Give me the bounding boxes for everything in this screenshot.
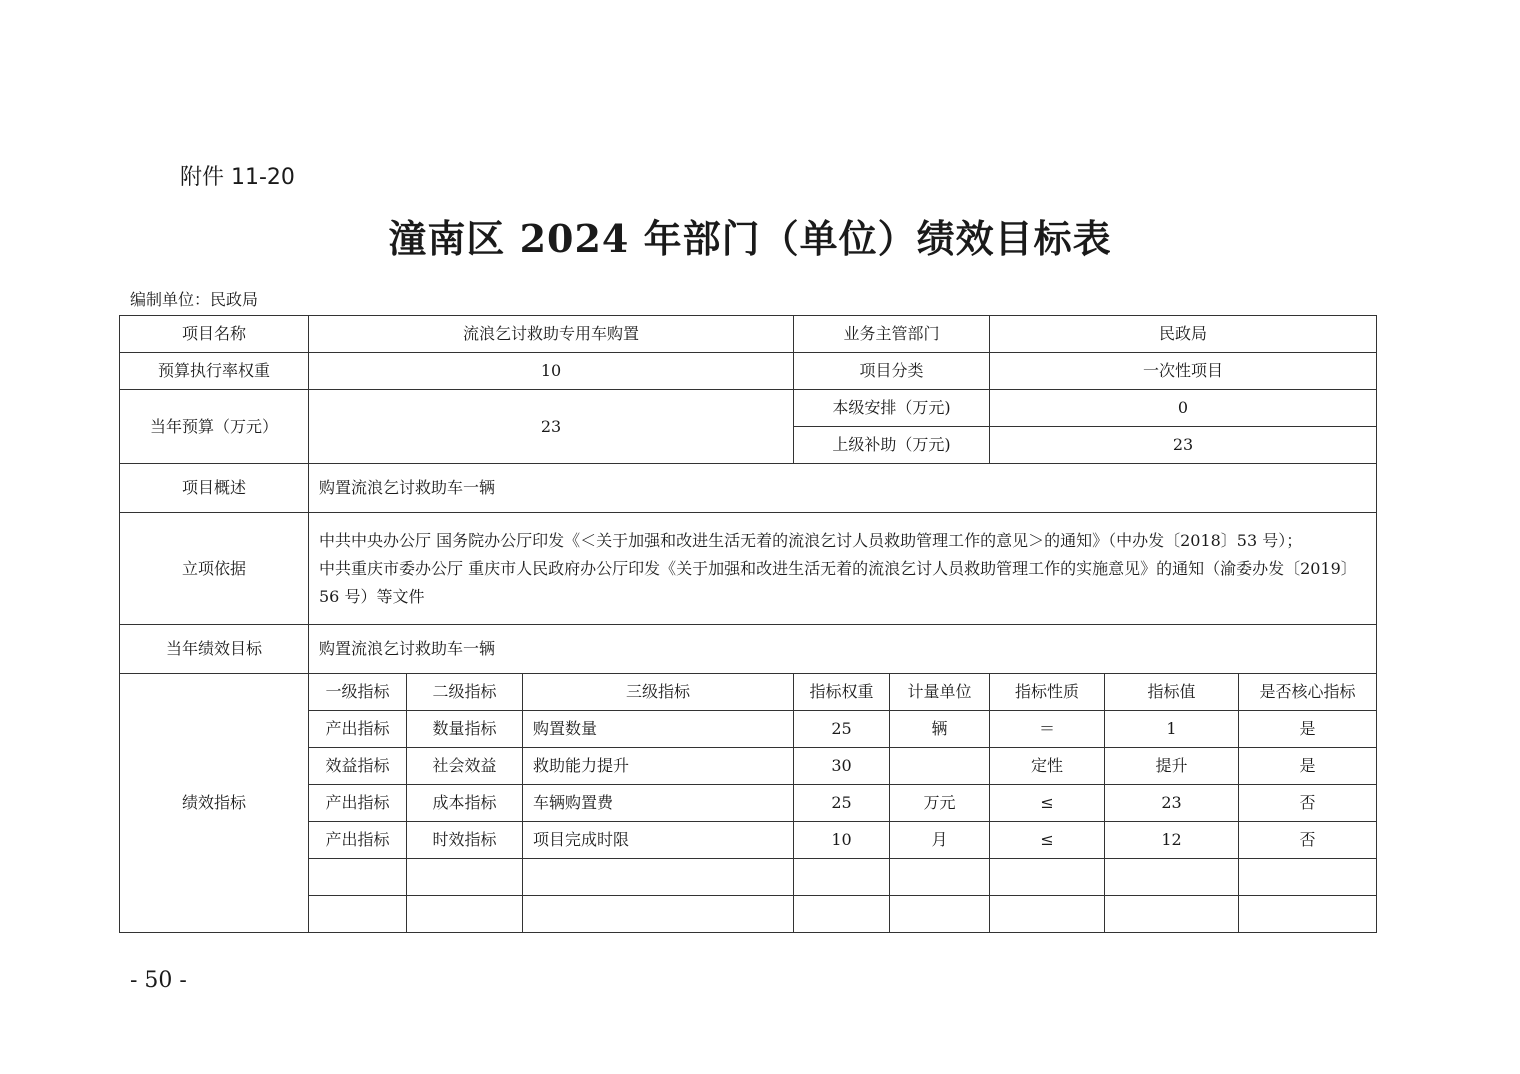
table-cell: 社会效益 — [407, 748, 523, 785]
table-cell: 30 — [794, 748, 890, 785]
header-cell: 三级指标 — [523, 674, 794, 711]
table-row — [120, 711, 1377, 748]
table-cell: 购置数量 — [523, 711, 794, 748]
empty-cell — [309, 896, 407, 933]
table-cell: 效益指标 — [309, 748, 407, 785]
row-goal — [120, 625, 1377, 674]
header-cell: 指标权重 — [794, 674, 890, 711]
table-cell: 25 — [794, 785, 890, 822]
empty-cell — [407, 896, 523, 933]
table-cell: 时效指标 — [407, 822, 523, 859]
empty-cell — [890, 896, 990, 933]
table-cell: 月 — [890, 822, 990, 859]
local-value: 0 — [990, 390, 1377, 427]
weight-value: 10 — [309, 353, 794, 390]
table-row — [120, 748, 1377, 785]
empty-cell — [890, 859, 990, 896]
table-row — [120, 785, 1377, 822]
table-cell: ≤ — [990, 822, 1105, 859]
table-cell: ＝ — [990, 711, 1105, 748]
row-basis — [120, 513, 1377, 625]
goal-value: 购置流浪乞讨救助车一辆 — [309, 625, 1377, 674]
dept-label: 业务主管部门 — [794, 316, 990, 353]
indicator-section-label: 绩效指标 — [120, 674, 309, 933]
category-label: 项目分类 — [794, 353, 990, 390]
empty-cell — [990, 896, 1105, 933]
dept-value: 民政局 — [990, 316, 1377, 353]
table-row — [120, 822, 1377, 859]
row-overview — [120, 464, 1377, 513]
local-label: 本级安排（万元) — [794, 390, 990, 427]
empty-cell — [990, 859, 1105, 896]
table-cell: 产出指标 — [309, 711, 407, 748]
table-cell: 项目完成时限 — [523, 822, 794, 859]
budget-label: 当年预算（万元） — [120, 390, 309, 464]
basis-value — [309, 513, 1377, 625]
superior-value: 23 — [990, 427, 1377, 464]
table-cell: 产出指标 — [309, 785, 407, 822]
table-cell: 车辆购置费 — [523, 785, 794, 822]
empty-cell — [407, 859, 523, 896]
empty-row — [120, 859, 1377, 896]
page-title: 潼南区 2024 年部门（单位）绩效目标表 — [388, 216, 1112, 261]
page-number: - 50 - — [130, 968, 187, 993]
overview-label: 项目概述 — [120, 464, 309, 513]
basis-line-2: 中共重庆市委办公厅 重庆市人民政府办公厅印发《关于加强和改进生活无着的流浪乞讨人员救助管理工作的实施意见》的通知（渝委办发〔2019〕56 号）等文件 — [319, 558, 1357, 606]
indicator-header-row — [120, 674, 1377, 711]
header-cell: 指标值 — [1105, 674, 1239, 711]
table-cell: 1 — [1105, 711, 1239, 748]
budget-value: 23 — [309, 390, 794, 464]
empty-cell — [1239, 859, 1377, 896]
superior-label: 上级补助（万元) — [794, 427, 990, 464]
project-name-value: 流浪乞讨救助专用车购置 — [309, 316, 794, 353]
basis-line-1: 中共中央办公厅 国务院办公厅印发《＜关于加强和改进生活无着的流浪乞讨人员救助管理工作的意见＞的通知》（中办发〔2018〕53 号）； — [319, 530, 1303, 550]
attachment-label: 附件 11-20 — [180, 165, 295, 190]
table-cell: 成本指标 — [407, 785, 523, 822]
table-cell: 是 — [1239, 748, 1377, 785]
table-cell: 12 — [1105, 822, 1239, 859]
empty-cell — [794, 859, 890, 896]
empty-cell — [794, 896, 890, 933]
empty-cell — [309, 859, 407, 896]
table-cell: 否 — [1239, 785, 1377, 822]
empty-cell — [1105, 859, 1239, 896]
table-cell: ≤ — [990, 785, 1105, 822]
category-value: 一次性项目 — [990, 353, 1377, 390]
weight-label: 预算执行率权重 — [120, 353, 309, 390]
header-cell: 是否核心指标 — [1239, 674, 1377, 711]
table-cell: 23 — [1105, 785, 1239, 822]
table-cell: 是 — [1239, 711, 1377, 748]
header-cell: 计量单位 — [890, 674, 990, 711]
project-name-label: 项目名称 — [120, 316, 309, 353]
empty-cell — [1105, 896, 1239, 933]
empty-row — [120, 896, 1377, 933]
empty-cell — [523, 896, 794, 933]
table-cell: 产出指标 — [309, 822, 407, 859]
empty-cell — [1239, 896, 1377, 933]
overview-value: 购置流浪乞讨救助车一辆 — [309, 464, 1377, 513]
table-cell: 救助能力提升 — [523, 748, 794, 785]
table-cell: 提升 — [1105, 748, 1239, 785]
table-cell: 定性 — [990, 748, 1105, 785]
goal-label: 当年绩效目标 — [120, 625, 309, 674]
header-cell: 二级指标 — [407, 674, 523, 711]
compiling-unit: 编制单位：民政局 — [130, 290, 259, 309]
table-cell: 否 — [1239, 822, 1377, 859]
header-cell: 指标性质 — [990, 674, 1105, 711]
table-cell: 25 — [794, 711, 890, 748]
empty-cell — [523, 859, 794, 896]
row-weight — [120, 353, 1377, 390]
header-cell: 一级指标 — [309, 674, 407, 711]
table-cell: 数量指标 — [407, 711, 523, 748]
basis-label: 立项依据 — [120, 513, 309, 625]
table-cell — [890, 748, 990, 785]
performance-target-table — [119, 315, 1377, 933]
row-project-name — [120, 316, 1377, 353]
table-cell: 10 — [794, 822, 890, 859]
row-budget — [120, 390, 1377, 427]
table-cell: 万元 — [890, 785, 990, 822]
table-cell: 辆 — [890, 711, 990, 748]
